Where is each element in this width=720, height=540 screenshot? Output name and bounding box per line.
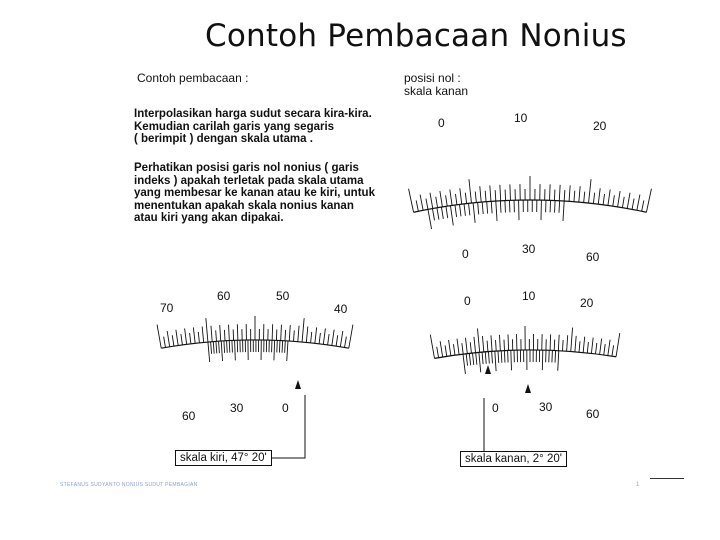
vernier-scale-label: 60: [586, 407, 600, 421]
main-scale-tick: [445, 345, 447, 356]
main-scale-tick: [496, 340, 497, 351]
main-scale-tick: [604, 344, 605, 355]
vernier-scale-label: 60: [586, 250, 600, 264]
main-scale-label: 40: [334, 302, 348, 316]
index-arrow-icon: [525, 384, 531, 393]
main-scale-tick: [462, 343, 463, 354]
vernier-scale-tick: [555, 351, 556, 363]
vernier-scale-label: 30: [522, 242, 536, 256]
vernier-scale-tick: [482, 352, 483, 364]
main-scale-tick: [567, 335, 568, 351]
main-scale-tick: [550, 334, 551, 350]
vernier-scale-label: 30: [230, 401, 244, 415]
main-scale-tick: [571, 328, 573, 352]
vernier-scale-label: 30: [539, 400, 553, 414]
footer-divider: [650, 478, 684, 479]
vernier-scale-tick: [498, 351, 499, 363]
main-scale-label: 20: [593, 119, 607, 133]
main-scale-tick: [457, 339, 459, 355]
main-scale-tick: [449, 340, 451, 356]
main-scale-tick: [583, 337, 585, 353]
paragraph-line: Perhatikan posisi garis nol nonius ( garis: [134, 162, 359, 174]
vernier-scale-tick: [488, 352, 489, 364]
vernier-scale-tick: [479, 352, 481, 372]
note-line: posisi nol :: [404, 71, 461, 85]
vernier-scale-tick: [469, 353, 470, 365]
main-scale-tick: [579, 341, 580, 352]
main-scale-tick: [587, 342, 588, 353]
main-scale-tick: [470, 342, 471, 353]
main-scale-label: 70: [160, 301, 174, 315]
main-scale-tick: [487, 341, 488, 352]
main-scale-tick: [508, 334, 509, 350]
main-scale-tick: [616, 333, 620, 357]
paragraph-line: yang membesar ke kanan atau ke kiri, untuk: [134, 187, 375, 199]
paragraph-line: menentukan apakah skala nonius kanan: [134, 199, 354, 212]
vernier-scale-tick: [501, 351, 502, 363]
main-scale-tick: [465, 338, 467, 354]
vernier-scale-tick: [466, 354, 467, 366]
paragraph-line: ( berimpit ) dengan skala utama .: [134, 133, 313, 145]
main-scale-tick: [608, 340, 610, 356]
vernier-scale-tick: [511, 350, 512, 370]
index-arrow-icon: [485, 365, 491, 374]
example-heading: Contoh pembacaan :: [137, 71, 249, 85]
paragraph-line: indeks ) apakah terletak pada skala utama: [134, 174, 364, 187]
main-scale-tick: [562, 340, 563, 351]
paragraph-line: Interpolasikan harga sudut secara kira-kira.: [134, 108, 372, 120]
vernier-scale-label: 0: [462, 247, 469, 261]
footer-text: STEFANUS SUDYANTO NONIUS SUDUT PEMBAGIAN: [60, 482, 198, 488]
main-scale-tick: [499, 335, 500, 351]
main-scale-tick: [437, 347, 439, 358]
main-scale-label: 10: [514, 111, 528, 125]
main-scale-tick: [430, 335, 434, 359]
vernier-scale-tick: [495, 351, 496, 371]
main-scale-tick: [575, 336, 576, 352]
main-scale-tick: [504, 340, 505, 351]
main-scale-label: 60: [217, 289, 231, 303]
vernier-scale-tick: [558, 351, 559, 371]
paragraph-line: atau kiri yang akan dipakai.: [134, 212, 284, 224]
vernier-scale-tick: [492, 351, 493, 363]
main-scale-tick: [477, 328, 479, 352]
main-scale-label: 50: [276, 289, 290, 303]
main-scale-tick: [440, 341, 443, 357]
main-scale-tick: [453, 344, 455, 355]
main-scale-tick: [600, 339, 602, 355]
left-scale-caption: skala kiri, 47° 20': [175, 450, 272, 466]
vernier-scale-tick: [473, 353, 474, 365]
vernier-scale-tick: [485, 352, 486, 364]
main-scale-tick: [491, 335, 492, 351]
vernier-scale-tick: [476, 353, 477, 365]
scale-arc: [434, 350, 616, 358]
page-title: Contoh Pembacaan Nonius: [205, 18, 627, 54]
main-scale-label: 20: [580, 296, 594, 310]
main-scale-tick: [558, 335, 559, 351]
paragraph-line: Kemudian carilah garis yang segaris: [134, 120, 335, 133]
main-scale-tick: [591, 338, 593, 354]
main-scale-label: 0: [438, 116, 445, 130]
main-scale-label: 10: [522, 289, 536, 303]
vernier-scale-label: 0: [492, 401, 499, 415]
page-number: 1: [636, 482, 640, 488]
vernier-scale-tick: [463, 354, 465, 374]
main-scale-tick: [482, 336, 483, 352]
main-scale-label: 0: [464, 294, 471, 308]
vernier-scale-label: 0: [282, 401, 289, 415]
vernier-scale-tick: [504, 351, 505, 363]
note-line: skala kanan: [404, 84, 469, 98]
main-scale-tick: [596, 343, 597, 354]
right-scale-caption: skala kanan, 2° 20': [460, 451, 567, 467]
main-scale-tick: [612, 345, 614, 356]
main-scale-tick: [474, 337, 476, 353]
vernier-scale-label: 60: [182, 409, 196, 423]
